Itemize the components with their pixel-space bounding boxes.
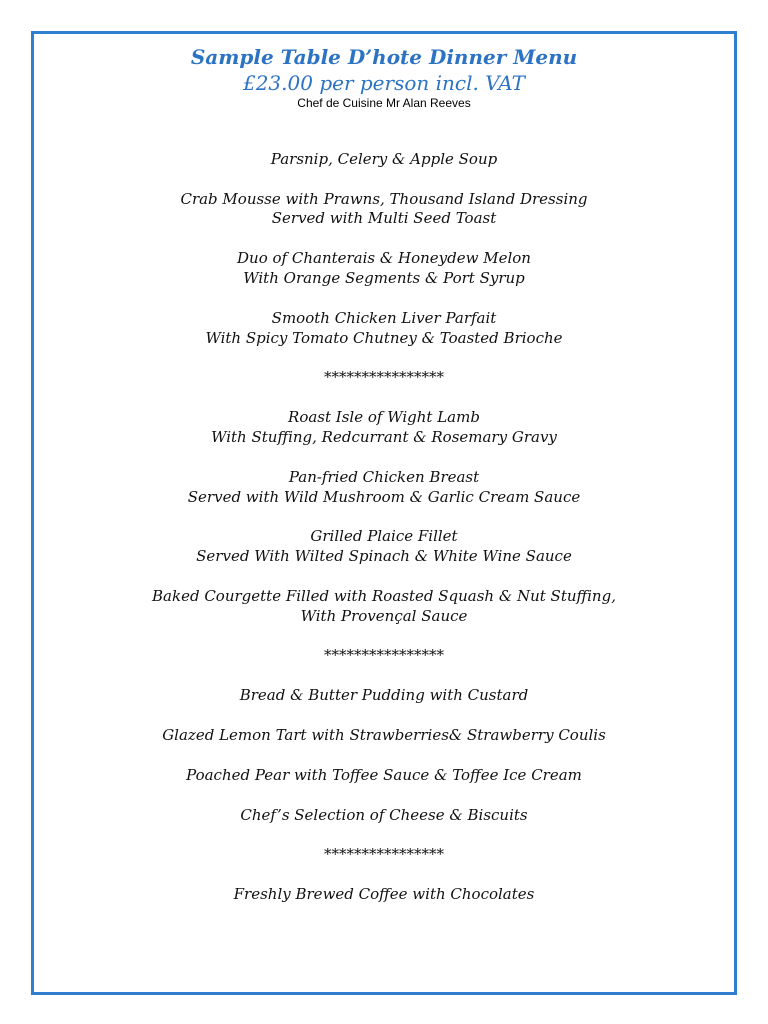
starter-4-detail: With Spicy Tomato Chutney & Toasted Brioche [205,329,563,347]
starter-3-detail: With Orange Segments & Port Syrup [243,269,525,287]
main-4-detail: With Provençal Sauce [300,607,468,625]
chef-credit: Chef de Cuisine Mr Alan Reeves [297,96,471,110]
main-3-detail: Served With Wilted Spinach & White Wine Sauce [196,547,572,565]
starter-2-detail: Served with Multi Seed Toast [271,209,497,227]
starter-3-title: Duo of Chanterais & Honeydew Melon [237,249,531,267]
menu-price: £23.00 per person incl. VAT [242,71,525,95]
separator-1: **************** [324,368,444,386]
main-3-title: Grilled Plaice Fillet [310,527,458,545]
main-1-detail: With Stuffing, Redcurrant & Rosemary Gravy [211,428,557,446]
main-1-title: Roast Isle of Wight Lamb [288,408,480,426]
main-4-title: Baked Courgette Filled with Roasted Squash & Nut Stuffing, [152,587,616,605]
starter-1-title: Parsnip, Celery & Apple Soup [270,150,498,168]
separator-2: **************** [324,646,444,664]
dessert-4: Chef’s Selection of Cheese & Biscuits [240,806,528,824]
dessert-3: Poached Pear with Toffee Sauce & Toffee Ice Cream [186,766,582,784]
menu-title: Sample Table D’hote Dinner Menu [190,45,578,69]
main-2-detail: Served with Wild Mushroom & Garlic Cream Sauce [187,488,581,506]
starter-2-title: Crab Mousse with Prawns, Thousand Island Dressing [180,190,588,208]
coffee-line: Freshly Brewed Coffee with Chocolates [233,885,535,903]
starter-4-title: Smooth Chicken Liver Parfait [271,309,497,327]
separator-3: **************** [324,845,444,863]
main-2-title: Pan-fried Chicken Breast [288,468,480,486]
dessert-1: Bread & Butter Pudding with Custard [239,686,529,704]
dessert-2: Glazed Lemon Tart with Strawberries& Strawberry Coulis [162,726,606,744]
